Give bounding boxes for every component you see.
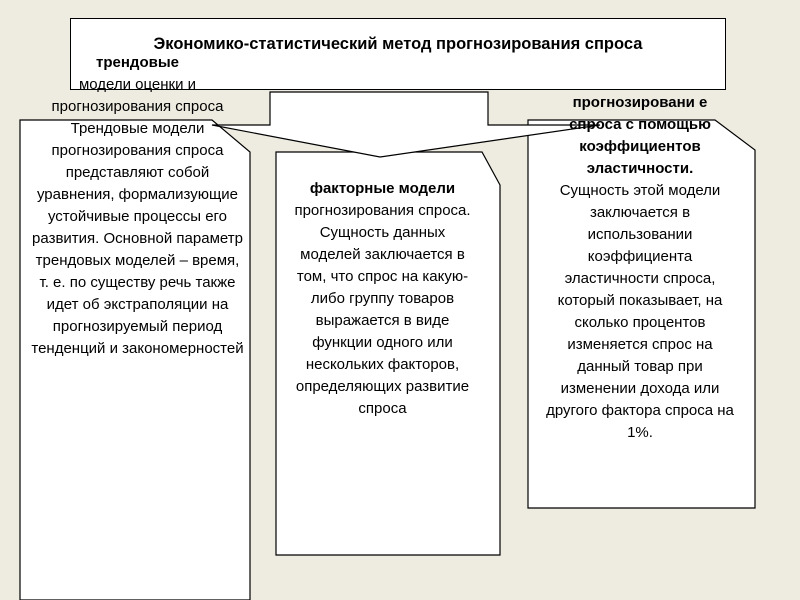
right-body: Сущность этой модели заключается в использовании коэффициента эластичности спроса, который показывает, на сколько процентов изменяется спрос на данный товар при изменении дохода или другого фактора спроса на 1%. <box>546 182 734 441</box>
left-heading-line1: трендовые <box>96 54 179 71</box>
left-heading-rest: модели оценки и прогнозирования спроса <box>51 76 224 115</box>
center-heading: факторные модели <box>309 180 456 197</box>
center-column-text <box>290 178 475 420</box>
right-heading: прогнозировани е спроса с помощью коэффициентов эластичности. <box>569 94 711 177</box>
left-column-text <box>30 52 245 360</box>
diagram-title: Экономико-статистический метод прогнозирования спроса <box>153 35 643 53</box>
left-body: Трендовые модели прогнозирования спроса представляют собой уравнения, формализующие устойчивые процессы его развития. Основной параметр трендовых моделей – время, т. е. по существу речь также идет об экстраполяции на прогнозируемый период тенденций и закономерностей <box>31 120 244 357</box>
right-column-text <box>545 92 735 444</box>
center-body: прогнозирования спроса. Сущность данных моделей заключается в том, что спрос на какую-либо группу товаров выражается в виде функции одного или нескольких факторов, определяющих развитие спроса <box>294 202 471 417</box>
